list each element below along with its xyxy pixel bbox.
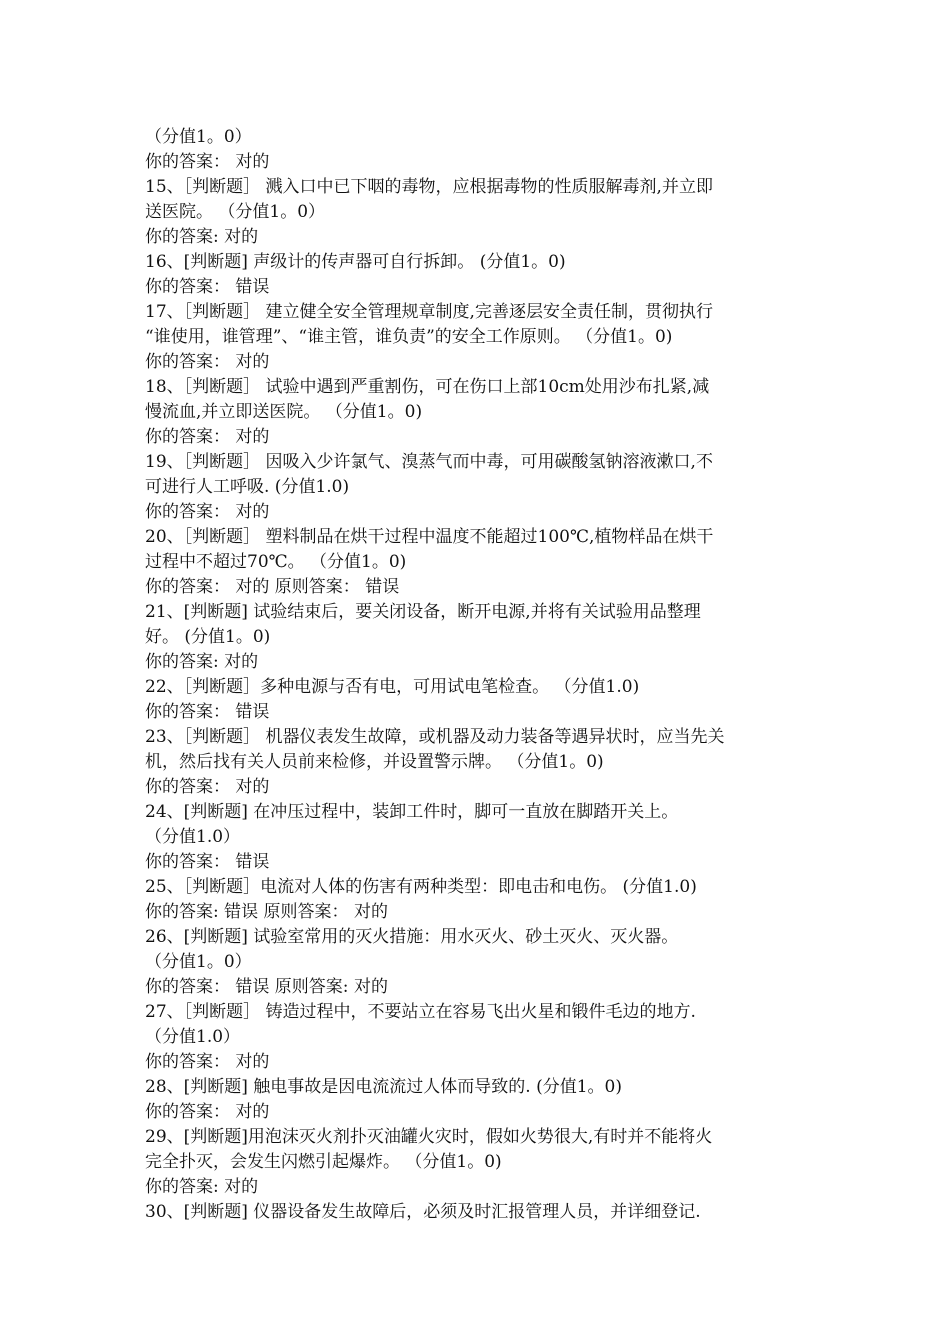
text-line: “谁使用，谁管理”、“谁主管，谁负责”的安全工作原则。 （分值1。0) — [145, 327, 673, 347]
question-line: 28、[判断题] 触电事故是因电流流过人体而导致的. (分值1。0) — [145, 1077, 623, 1097]
question-line: 26、[判断题] 试验室常用的灭火措施：用水灭火、砂土灭火、灭火器。 — [145, 927, 679, 947]
text-line: （分值1.0） — [145, 1027, 241, 1047]
question-line: 24、[判断题] 在冲压过程中，装卸工件时，脚可一直放在脚踏开关上。 — [145, 802, 679, 822]
answer-line: 你的答案: 对的 — [145, 652, 259, 672]
text-line: 好。 (分值1。0) — [145, 627, 271, 647]
text-line: 送医院。 （分值1。0） — [145, 202, 326, 222]
question-line: 20、［判断题］ 塑料制品在烘干过程中温度不能超过100℃,植物样品在烘干 — [145, 527, 714, 547]
text-line: 过程中不超过70℃。 （分值1。0) — [145, 552, 407, 572]
question-line: 16、[判断题] 声级计的传声器可自行拆卸。 (分值1。0) — [145, 252, 566, 272]
answer-line: 你的答案： 对的 — [145, 427, 270, 447]
question-line: 21、[判断题] 试验结束后，要关闭设备，断开电源,并将有关试验用品整理 — [145, 602, 701, 622]
answer-line: 你的答案： 对的 — [145, 502, 270, 522]
answer-line: 你的答案： 错误 — [145, 277, 270, 297]
answer-line: 你的答案： 对的 原则答案： 错误 — [145, 577, 400, 597]
question-line: 23、［判断题］ 机器仪表发生故障，或机器及动力装备等遇异状时，应当先关 — [145, 727, 725, 747]
answer-line: 你的答案： 错误 — [145, 852, 270, 872]
answer-line: 你的答案： 对的 — [145, 777, 270, 797]
question-line: 22、［判断题］多种电源与否有电，可用试电笔检查。 （分值1.0) — [145, 677, 640, 697]
question-line: 29、[判断题]用泡沫灭火剂扑灭油罐火灾时，假如火势很大,有时并不能将火 — [145, 1127, 713, 1147]
question-line: 27、［判断题］ 铸造过程中，不要站立在容易飞出火星和锻件毛边的地方. — [145, 1002, 696, 1022]
text-line: 慢流血,并立即送医院。 （分值1。0) — [145, 402, 423, 422]
question-line: 18、［判断题］ 试验中遇到严重割伤，可在伤口上部10cm处用沙布扎紧,减 — [145, 377, 710, 397]
answer-line: 你的答案： 对的 — [145, 152, 270, 172]
text-line: （分值1。0） — [145, 952, 252, 972]
text-line: 完全扑灭，会发生闪燃引起爆炸。 （分值1。0) — [145, 1152, 502, 1172]
answer-line: 你的答案： 错误 原则答案: 对的 — [145, 977, 388, 997]
answer-line: 你的答案： 对的 — [145, 1102, 270, 1122]
answer-line: 你的答案： 对的 — [145, 352, 270, 372]
question-line: 17、［判断题］ 建立健全安全管理规章制度,完善逐层安全责任制，贯彻执行 — [145, 302, 713, 322]
text-line: 机，然后找有关人员前来检修，并设置警示牌。 （分值1。0) — [145, 752, 604, 772]
question-line: 15、［判断题］ 溅入口中已下咽的毒物，应根据毒物的性质服解毒剂,并立即 — [145, 177, 713, 197]
text-line: （分值1.0） — [145, 827, 241, 847]
question-line: 25、［判断题］电流对人体的伤害有两种类型：即电击和电伤。 (分值1.0) — [145, 877, 697, 897]
answer-line: 你的答案: 错误 原则答案： 对的 — [145, 902, 388, 922]
text-line: （分值1。0） — [145, 127, 252, 147]
answer-line: 你的答案: 对的 — [145, 227, 259, 247]
answer-line: 你的答案： 错误 — [145, 702, 270, 722]
question-line: 19、［判断题］ 因吸入少许氯气、溴蒸气而中毒，可用碳酸氢钠溶液漱口,不 — [145, 452, 713, 472]
answer-line: 你的答案: 对的 — [145, 1177, 259, 1197]
question-line: 30、[判断题] 仪器设备发生故障后，必须及时汇报管理人员，并详细登记. — [145, 1202, 701, 1222]
answer-line: 你的答案： 对的 — [145, 1052, 270, 1072]
text-line: 可进行人工呼吸. (分值1.0) — [145, 477, 350, 497]
